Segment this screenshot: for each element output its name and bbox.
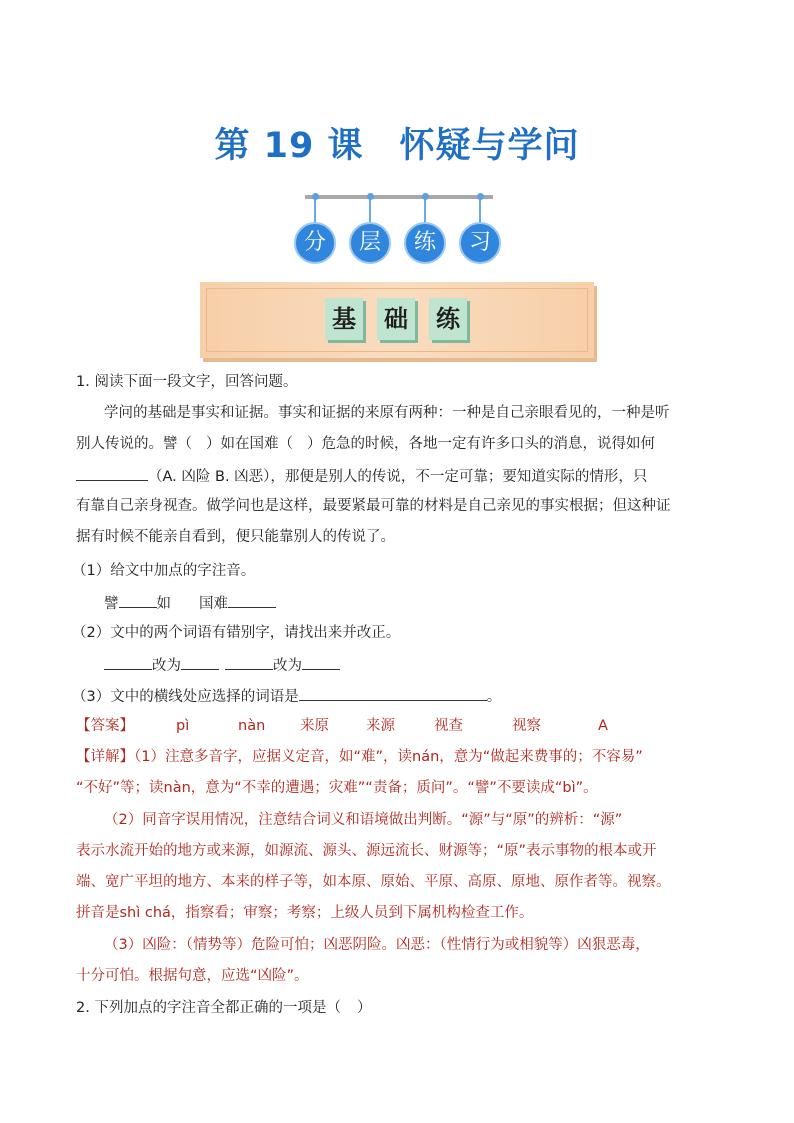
answer-blank bbox=[119, 592, 157, 608]
sign-string bbox=[314, 197, 316, 225]
explain-line: 拼音是shì chá，指察看；审察；考察；上级人员到下属机构检查工作。 bbox=[76, 905, 534, 921]
passage-line: 学问的基础是事实和证据。事实和证据的来原有两种：一种是自己亲眼看见的，一种是听 bbox=[104, 405, 670, 421]
answer-blank bbox=[104, 654, 152, 670]
sign-pin bbox=[477, 193, 484, 200]
passage-line: （A. 凶险 B. 凶恶），那便是别人的传说，不一定可靠；要知道实际的情形，只 bbox=[76, 465, 647, 487]
sub-question-2-blanks: 改为 改为 bbox=[104, 654, 340, 676]
sign-pin bbox=[312, 193, 319, 200]
page-title: 第 19 课 怀疑与学问 bbox=[214, 126, 580, 166]
sign-char-fen: 分 bbox=[294, 222, 336, 264]
answer-blank bbox=[225, 654, 273, 670]
explain-line: 【详解】（1）注意多音字，应据义定音，如“难”，读nán，意为“做起来费事的；不容易” bbox=[76, 749, 643, 765]
banner-char: 练 bbox=[429, 298, 467, 340]
passage-line: 据有时候不能亲自看到，便只能靠别人的传说了。 bbox=[76, 529, 395, 545]
sub-question-2: （2）文中的两个词语有错别字，请找出来并改正。 bbox=[72, 625, 401, 641]
explain-line: （3）凶险：（情势等）危险可怕；凶恶阴险。凶恶：（性情行为或相貌等）凶狠恶毒， bbox=[104, 937, 650, 953]
banner-char: 基 bbox=[325, 298, 363, 340]
answer-line: 【答案】 pì nàn 来原 来源 视查 视察 A bbox=[76, 718, 608, 734]
sub-question-3: （3）文中的横线处应选择的词语是 。 bbox=[72, 685, 501, 707]
passage-line: 有靠自己亲身视查。做学问也是这样，最要紧最可靠的材料是自己亲见的事实根据；但这种证 bbox=[76, 498, 671, 514]
sign-string bbox=[369, 197, 371, 225]
sub-question-1: （1）给文中加点的字注音。 bbox=[72, 563, 256, 579]
answer-blank bbox=[181, 654, 219, 670]
explain-line: 端、宽广平坦的地方、本来的样子等，如本原、原始、平原、高原、原地、原作者等。视察。 bbox=[76, 874, 671, 890]
answer-blank bbox=[302, 654, 340, 670]
explain-line: （2）同音字误用情况，注意结合词义和语境做出判断。“源”与“原”的辨析：“源” bbox=[104, 812, 623, 828]
sign-char-xi: 习 bbox=[459, 222, 501, 264]
sign-string bbox=[479, 197, 481, 225]
sign-char-ceng: 层 bbox=[349, 222, 391, 264]
sign-hanger-bar bbox=[305, 195, 493, 199]
sign-pin bbox=[367, 193, 374, 200]
answer-blank bbox=[299, 685, 487, 701]
explain-line: 表示水流开始的地方或来源，如源流、源头、源远流长、财源等；“原”表示事物的根本或开 bbox=[76, 843, 657, 859]
answer-blank bbox=[228, 592, 276, 608]
answer-blank bbox=[76, 465, 148, 481]
sign-pin bbox=[422, 193, 429, 200]
question-1-heading: 1. 阅读下面一段文字，回答问题。 bbox=[76, 374, 298, 390]
banner-char: 础 bbox=[377, 298, 415, 340]
explain-line: “不好”等；读nàn，意为“不幸的遭遇；灾难”“责备；质问”。“譬”不要读成“bì”。 bbox=[76, 780, 598, 796]
question-2-heading: 2. 下列加点的字注音全都正确的一项是（ ） bbox=[76, 1000, 372, 1016]
sign-string bbox=[424, 197, 426, 225]
explain-line: 十分可怕。根据句意，应选“凶险”。 bbox=[76, 968, 309, 984]
sub-question-1-blanks: 譬 如 国难 bbox=[104, 592, 276, 614]
sign-char-lian: 练 bbox=[404, 222, 446, 264]
passage-line: 别人传说的。譬（ ）如在国难（ ）危急的时候，各地一定有许多口头的消息，说得如何 bbox=[76, 436, 655, 452]
